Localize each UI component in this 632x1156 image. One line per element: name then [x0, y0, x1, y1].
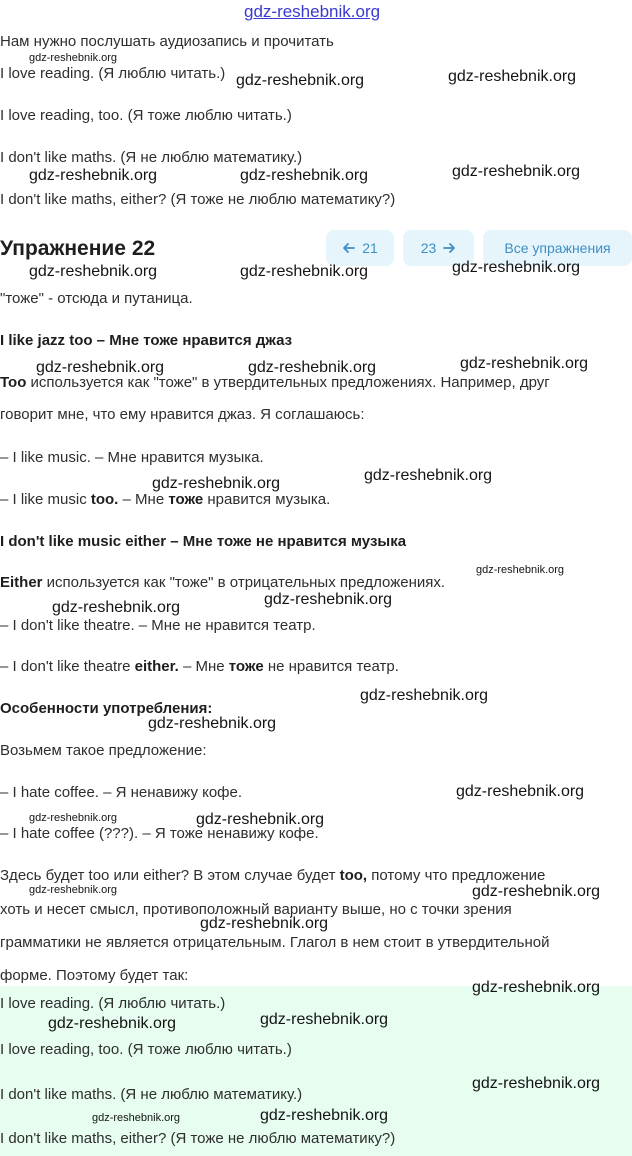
- watermark: gdz-reshebnik.org: [452, 163, 581, 180]
- watermark: gdz-reshebnik.org: [92, 1112, 181, 1124]
- p1-part-a: Здесь будет too или either? В этом случае будет: [0, 867, 340, 884]
- ex4-part-b: either.: [134, 658, 179, 675]
- answer-line-3: I don't like maths. (Я не люблю математику.): [0, 1086, 303, 1103]
- watermark: gdz-reshebnik.org: [248, 359, 377, 376]
- explanation-line-1: [0, 867, 545, 885]
- top-line-4: I don't like maths, either? (Я тоже не люблю математику?): [0, 191, 396, 208]
- top-line-2: I love reading, too. (Я тоже люблю читать.): [0, 107, 292, 124]
- watermark: gdz-reshebnik.org: [360, 687, 489, 704]
- watermark: gdz-reshebnik.org: [260, 1107, 389, 1124]
- watermark: gdz-reshebnik.org: [152, 475, 281, 492]
- watermark: gdz-reshebnik.org: [29, 884, 118, 896]
- watermark: gdz-reshebnik.org: [36, 359, 165, 376]
- all-exercises-label: Все упражнения: [504, 240, 611, 256]
- watermark: gdz-reshebnik.org: [236, 72, 365, 89]
- watermark: gdz-reshebnik.org: [448, 68, 577, 85]
- example-1: – I like music. – Мне нравится музыка.: [0, 449, 264, 466]
- example-2: [0, 491, 330, 509]
- watermark: gdz-reshebnik.org: [148, 715, 277, 732]
- watermark: gdz-reshebnik.org: [29, 263, 158, 280]
- ex2-part-d: тоже: [168, 491, 204, 508]
- prev-exercise-button[interactable]: [326, 230, 394, 266]
- watermark: gdz-reshebnik.org: [364, 467, 493, 484]
- example-3: – I don't like theatre. – Мне не нравится театр.: [0, 617, 316, 634]
- either-word: Either: [0, 574, 43, 591]
- answer-line-1: I love reading. (Я люблю читать.): [0, 995, 226, 1012]
- watermark: gdz-reshebnik.org: [29, 167, 158, 184]
- too-description-2: говорит мне, что ему нравится джаз. Я соглашаюсь:: [0, 406, 365, 423]
- watermark: gdz-reshebnik.org: [452, 259, 581, 276]
- watermark: gdz-reshebnik.org: [472, 1075, 601, 1092]
- watermark: gdz-reshebnik.org: [472, 979, 601, 996]
- exercise-title: Упражнение 22: [0, 237, 156, 260]
- too-word: Too: [0, 374, 27, 391]
- either-desc-text: используется как "тоже" в отрицательных предложениях.: [42, 574, 446, 591]
- ex2-part-b: too.: [90, 491, 119, 508]
- too-desc-text: используется как "тоже" в утвердительных предложениях. Например, друг: [26, 374, 550, 391]
- answer-line-2: I love reading, too. (Я тоже люблю читать.): [0, 1041, 292, 1058]
- watermark: gdz-reshebnik.org: [52, 599, 181, 616]
- next-exercise-label: 23: [420, 240, 437, 256]
- ex4-part-a: – I don't like theatre: [0, 658, 135, 675]
- watermark: gdz-reshebnik.org: [460, 355, 589, 372]
- ex2-part-e: нравится музыка.: [203, 491, 331, 508]
- ex2-part-a: – I like music: [0, 491, 91, 508]
- explanation-line-3: грамматики не является отрицательным. Глагол в нем стоит в утвердительной: [0, 934, 550, 951]
- watermark: gdz-reshebnik.org: [240, 167, 369, 184]
- header-watermark: gdz-reshebnik.org: [244, 2, 381, 21]
- explanation-line-2: хоть и несет смысл, противоположный варианту выше, но с точки зрения: [0, 901, 512, 918]
- prev-exercise-label: 21: [362, 240, 378, 256]
- watermark: gdz-reshebnik.org: [29, 812, 118, 824]
- arrow-left-icon: [342, 241, 356, 255]
- watermark: gdz-reshebnik.org: [48, 1015, 177, 1032]
- watermark: gdz-reshebnik.org: [196, 811, 325, 828]
- watermark: gdz-reshebnik.org: [200, 915, 329, 932]
- example-4: [0, 658, 399, 676]
- watermark: gdz-reshebnik.org: [29, 52, 118, 64]
- arrow-right-icon: [442, 241, 456, 255]
- p1-part-c: потому что предложение: [367, 867, 546, 884]
- ex4-part-e: не нравится театр.: [263, 658, 399, 675]
- top-line-1: I love reading. (Я люблю читать.): [0, 65, 226, 82]
- watermark: gdz-reshebnik.org: [476, 564, 565, 576]
- intro-paragraph: "тоже" - отсюда и путаница.: [0, 290, 193, 307]
- watermark: gdz-reshebnik.org: [240, 263, 369, 280]
- ex4-part-c: – Мне: [178, 658, 229, 675]
- example-5: – I hate coffee. – Я ненавижу кофе.: [0, 784, 243, 801]
- either-heading: I don't like music either – Мне тоже не нравится музыка: [0, 533, 407, 550]
- sentence-intro: Возьмем такое предложение:: [0, 742, 207, 759]
- explanation-line-4: форме. Поэтому будет так:: [0, 967, 189, 984]
- watermark: gdz-reshebnik.org: [260, 1011, 389, 1028]
- example-6: – I hate coffee (???). – Я тоже ненавижу кофе.: [0, 825, 319, 842]
- p1-part-b: too,: [339, 867, 368, 884]
- ex4-part-d: тоже: [228, 658, 264, 675]
- either-description: [0, 574, 445, 592]
- watermark: gdz-reshebnik.org: [456, 783, 585, 800]
- answer-line-4: I don't like maths, either? (Я тоже не люблю математику?): [0, 1130, 396, 1147]
- watermark: gdz-reshebnik.org: [264, 591, 393, 608]
- watermark: gdz-reshebnik.org: [472, 883, 601, 900]
- too-heading: I like jazz too – Мне тоже нравится джаз: [0, 332, 293, 349]
- top-line-3: I don't like maths. (Я не люблю математику.): [0, 149, 303, 166]
- intro-line: Нам нужно послушать аудиозапись и прочитать: [0, 33, 334, 50]
- features-heading: Особенности употребления:: [0, 700, 213, 717]
- ex2-part-c: – Мне: [118, 491, 169, 508]
